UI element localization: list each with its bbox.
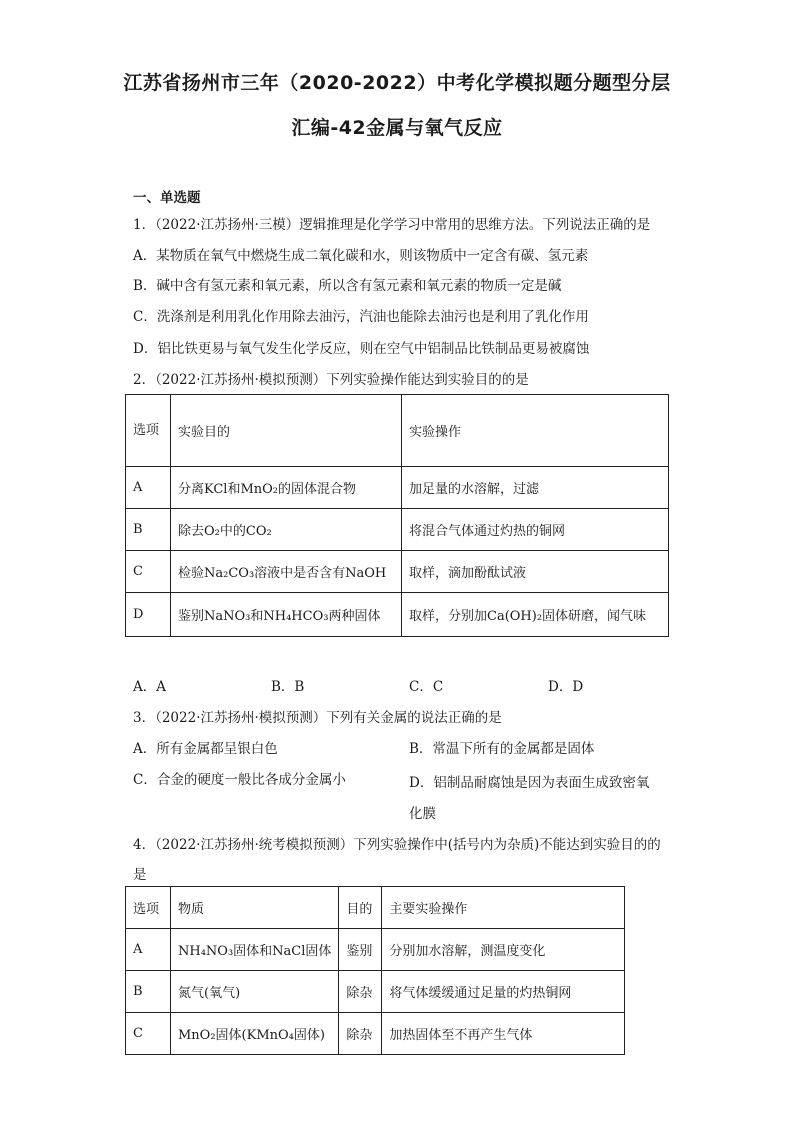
row-option: B [126, 971, 171, 1013]
header-substance: 物质 [171, 887, 339, 929]
row-operation: 将混合气体通过灼热的铜网 [402, 509, 669, 551]
row-purpose: 分离KCl和MnO₂的固体混合物 [171, 467, 402, 509]
table-row [126, 593, 669, 637]
table-row [126, 467, 669, 509]
question-2-choice-d: D．D [548, 679, 584, 695]
question-4-table [125, 886, 625, 1055]
question-1-option-d: D．铝比铁更易与氧气发生化学反应，则在空气中铝制品比铁制品更易被腐蚀 [133, 341, 590, 357]
row-substance: 氮气(氧气) [171, 971, 339, 1013]
question-3-option-d: D．铝制品耐腐蚀是因为表面生成致密氧化膜 [409, 775, 650, 822]
question-1-option-a: A．某物质在氧气中燃烧生成二氧化碳和水，则该物质中一定含有碳、氢元素 [133, 248, 589, 264]
question-4-stem: 4．（2022·江苏扬州·统考模拟预测）下列实验操作中(括号内为杂质)不能达到实验目的的是 [133, 837, 661, 883]
row-option: C [126, 551, 171, 593]
row-operation: 将气体缓缓通过足量的灼热铜网 [382, 971, 625, 1013]
row-goal: 除杂 [339, 1013, 382, 1055]
question-2-choice-b: B．B [271, 679, 305, 695]
row-operation: 取样，分别加Ca(OH)₂固体研磨，闻气味 [402, 593, 669, 637]
row-operation: 分别加水溶解，测温度变化 [382, 929, 625, 971]
page-title-line-1: 江苏省扬州市三年（2020-2022）中考化学模拟题分题型分层 [123, 72, 671, 94]
row-purpose: 除去O₂中的CO₂ [171, 509, 402, 551]
table-header-row [126, 395, 669, 467]
table-row [126, 551, 669, 593]
question-3-stem: 3．（2022·江苏扬州·模拟预测）下列有关金属的说法正确的是 [133, 710, 502, 726]
row-purpose: 检验Na₂CO₃溶液中是否含有NaOH [171, 551, 402, 593]
row-option: B [126, 509, 171, 551]
row-substance: NH₄NO₃固体和NaCl固体 [171, 929, 339, 971]
row-option: A [126, 929, 171, 971]
section-heading: 一、单选题 [133, 190, 201, 206]
header-option: 选项 [126, 395, 171, 467]
question-3-option-c: C．合金的硬度一般比各成分金属小 [133, 772, 346, 788]
question-1-option-b: B．碱中含有氢元素和氧元素，所以含有氢元素和氧元素的物质一定是碱 [133, 278, 562, 294]
table-row [126, 1013, 625, 1055]
table-row [126, 509, 669, 551]
question-3-option-b: B．常温下所有的金属都是固体 [409, 741, 595, 757]
row-substance: MnO₂固体(KMnO₄固体) [171, 1013, 339, 1055]
header-operation: 实验操作 [402, 395, 669, 467]
table-row [126, 971, 625, 1013]
row-operation: 加热固体至不再产生气体 [382, 1013, 625, 1055]
table-header-row [126, 887, 625, 929]
header-option: 选项 [126, 887, 171, 929]
row-option: A [126, 467, 171, 509]
page-title-line-2: 汇编-42金属与氧气反应 [291, 117, 503, 139]
row-goal: 除杂 [339, 971, 382, 1013]
question-1-option-c: C．洗涤剂是利用乳化作用除去油污，汽油也能除去油污也是利用了乳化作用 [133, 309, 589, 325]
question-2-choice-c: C．C [409, 679, 444, 695]
header-goal: 目的 [339, 887, 382, 929]
question-3-option-a: A．所有金属都呈银白色 [133, 741, 278, 757]
question-1-stem: 1．（2022·江苏扬州·三模）逻辑推理是化学学习中常用的思维方法。下列说法正确的是 [133, 217, 651, 233]
question-2-stem: 2．（2022·江苏扬州·模拟预测）下列实验操作能达到实验目的的是 [133, 372, 529, 388]
row-operation: 取样，滴加酚酞试液 [402, 551, 669, 593]
question-2-choice-a: A．A [133, 679, 166, 695]
header-purpose: 实验目的 [171, 395, 402, 467]
header-operation: 主要实验操作 [382, 887, 625, 929]
table-row [126, 929, 625, 971]
row-goal: 鉴别 [339, 929, 382, 971]
row-option: D [126, 593, 171, 637]
row-option: C [126, 1013, 171, 1055]
question-2-table [125, 394, 669, 637]
row-purpose: 鉴别NaNO₃和NH₄HCO₃两种固体 [171, 593, 402, 637]
row-operation: 加足量的水溶解，过滤 [402, 467, 669, 509]
